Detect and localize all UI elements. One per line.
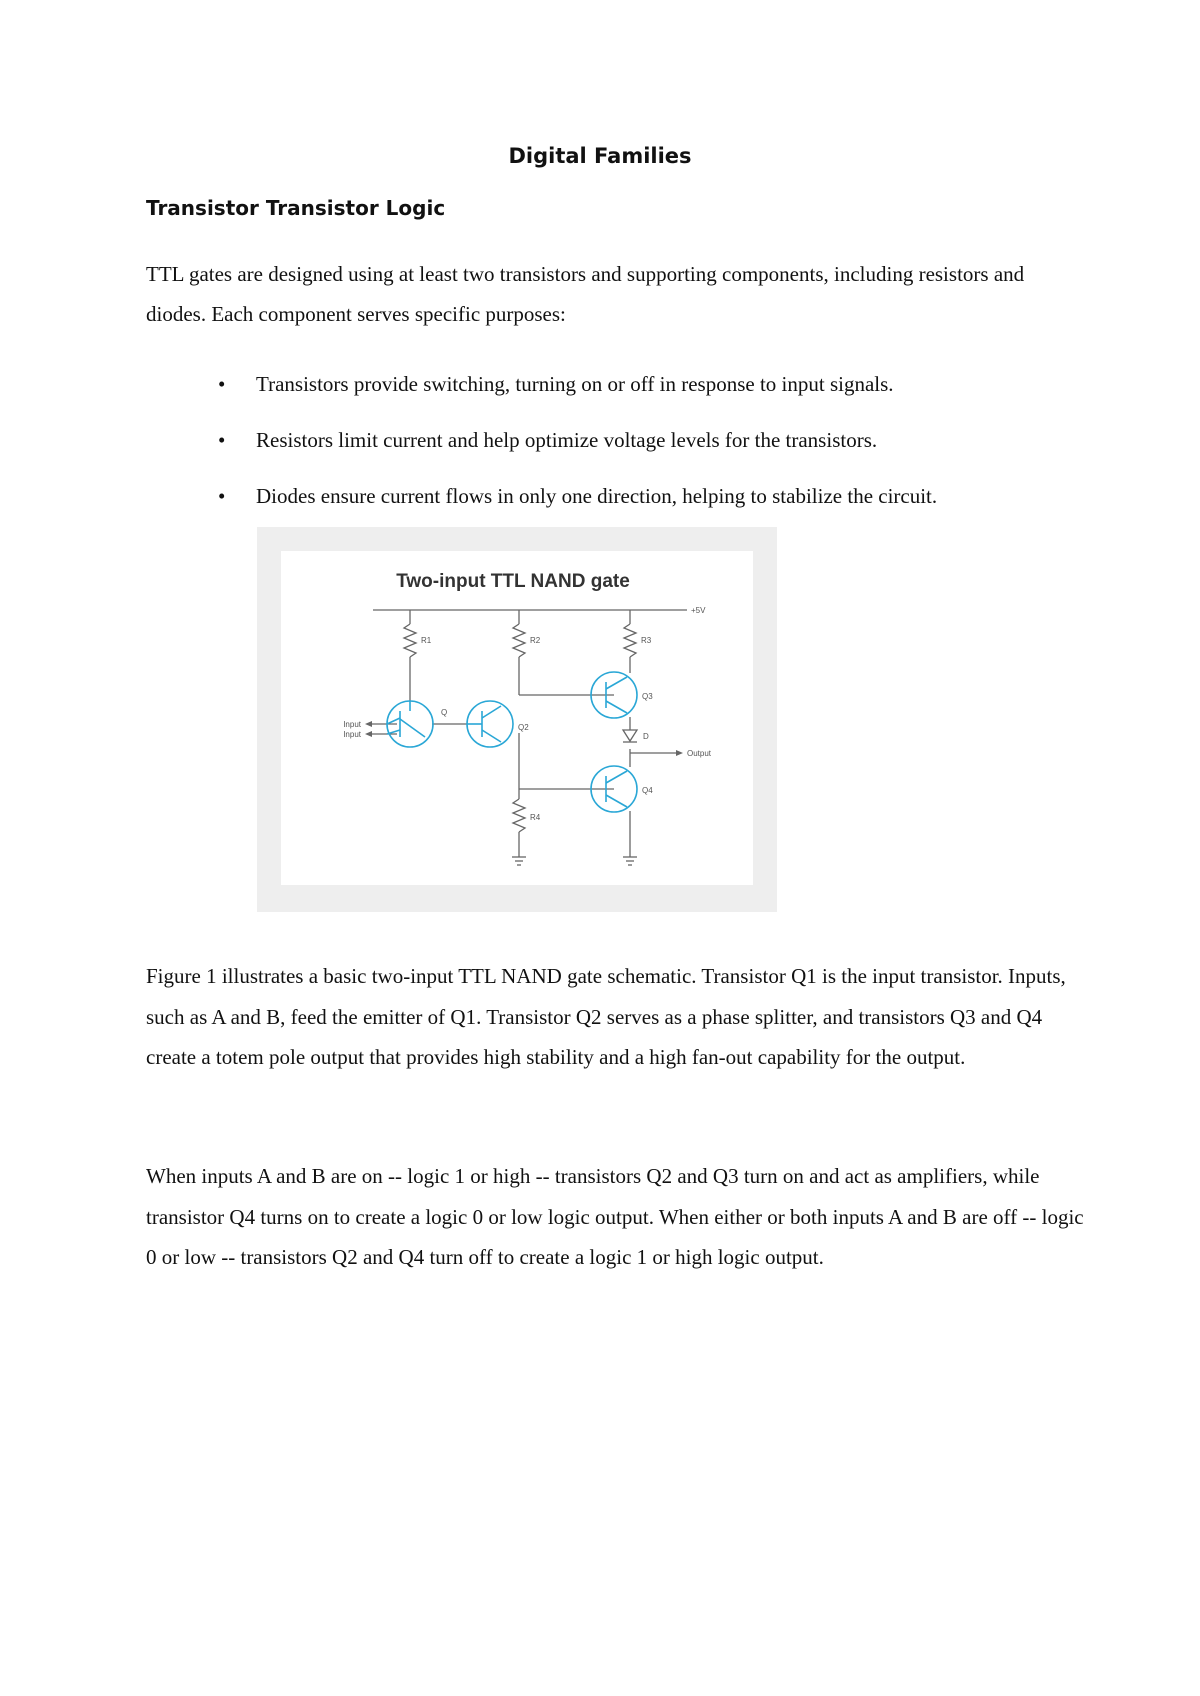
r3-label: R3 xyxy=(641,636,652,645)
figure-panel xyxy=(281,551,753,885)
paragraph-logic-operation: When inputs A and B are on -- logic 1 or high -- transistors Q2 and Q3 turn on and act as amplifiers, while transistor Q4 turns on to create a logic 0 or low logic output. When either or both inputs A and B are off -- logic 0 or low -- transistors Q2 and Q4 turn off to create a logic 1 or high logic output. xyxy=(146,1164,1084,1269)
bullet-text: Resistors limit current and help optimize voltage levels for the transistors. xyxy=(256,428,878,452)
bullet-text: Diodes ensure current flows in only one direction, helping to stabilize the circuit. xyxy=(256,484,938,508)
r4-label: R4 xyxy=(530,813,541,822)
section-heading: Transistor Transistor Logic xyxy=(146,196,446,220)
figure-title: Two-input TTL NAND gate xyxy=(396,571,630,592)
q2-label: Q2 xyxy=(518,723,529,732)
r2-label: R2 xyxy=(530,636,541,645)
output-label: Output xyxy=(687,749,712,758)
r1-label: R1 xyxy=(421,636,432,645)
supply-label: +5V xyxy=(691,606,706,615)
ttl-nand-schematic-figure xyxy=(257,527,777,912)
bullet-icon: • xyxy=(218,484,226,508)
bullet-icon: • xyxy=(218,428,226,452)
input-b-label: Input xyxy=(343,730,361,739)
intro-paragraph: TTL gates are designed using at least two transistors and supporting components, including resistors and diodes. Each component serves specific purposes: xyxy=(146,262,1025,326)
paragraph-figure-description: Figure 1 illustrates a basic two-input TTL NAND gate schematic. Transistor Q1 is the input transistor. Inputs, such as A and B, feed the emitter of Q1. Transistor Q2 serves as a phase splitter, and transistors Q3 and Q4 create a totem pole output that provides high stability and a high fan-out capability for the output. xyxy=(146,964,1066,1069)
document-title: Digital Families xyxy=(508,144,692,168)
bullet-text: Transistors provide switching, turning on or off in response to input signals. xyxy=(256,372,894,396)
input-a-label: Input xyxy=(343,720,361,729)
diode-label: D xyxy=(643,732,649,741)
q3-label: Q3 xyxy=(642,692,653,701)
q1-label: Q xyxy=(441,708,448,717)
q4-label: Q4 xyxy=(642,786,653,795)
bullet-icon: • xyxy=(218,372,226,396)
schematic-svg xyxy=(257,527,777,912)
